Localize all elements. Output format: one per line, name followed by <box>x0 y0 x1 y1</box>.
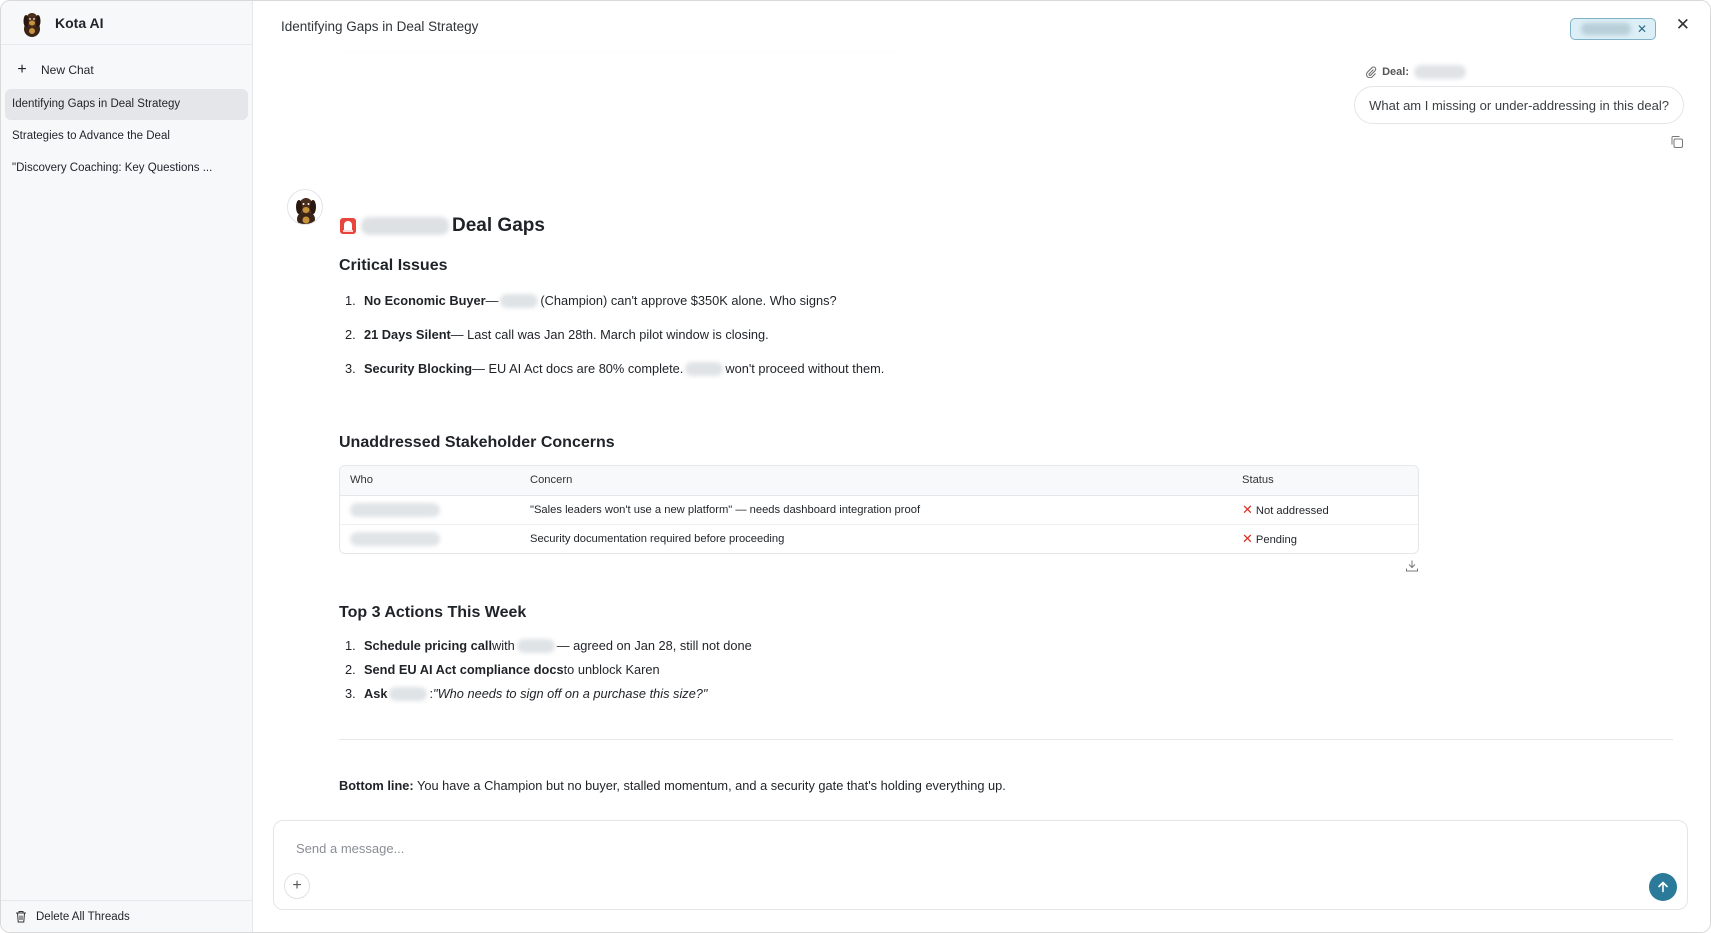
cross-mark-icon: ✕ <box>1242 530 1253 546</box>
list-item: 2. 21 Days Silent — Last call was Jan 28th. March pilot window is closing. <box>345 327 769 342</box>
list-item: 1. No Economic Buyer — (Champion) can't approve $350K alone. Who signs? <box>345 293 837 308</box>
thread-list <box>1 89 252 184</box>
plus-icon: + <box>17 61 27 78</box>
brand <box>1 1 252 45</box>
chat-main <box>253 1 1710 932</box>
redacted-name <box>500 294 538 308</box>
who-cell <box>340 524 520 553</box>
critical-issues-heading: Critical Issues <box>339 257 448 274</box>
delete-all-label: Delete All Threads <box>36 910 130 923</box>
concern-cell: "Sales leaders won't use a new platform" — needs dashboard integration proof <box>520 495 1232 524</box>
table-row <box>340 495 1418 524</box>
divider <box>339 739 1673 740</box>
attach-button[interactable]: + <box>284 873 310 899</box>
deal-label: Deal: <box>1382 66 1409 78</box>
sidebar <box>1 1 253 932</box>
redacted-name <box>350 532 440 546</box>
status-cell: ✕ Pending <box>1242 530 1297 546</box>
download-icon[interactable] <box>1405 559 1419 573</box>
copy-icon[interactable] <box>1670 135 1684 149</box>
assistant-avatar <box>287 189 323 225</box>
redacted-deal-name <box>1414 65 1466 79</box>
deal-filter-chip[interactable] <box>1570 18 1656 40</box>
answer-heading <box>339 215 545 237</box>
conversation <box>253 51 1710 822</box>
brand-name: Kota AI <box>55 14 104 31</box>
message-composer <box>273 820 1688 910</box>
critical-issues-list <box>339 291 1339 378</box>
list-item: 3. Ask : "Who needs to sign off on a purchase this size?" <box>345 686 708 701</box>
column-header: Status <box>1232 466 1418 495</box>
message-input[interactable] <box>296 841 1496 856</box>
thread-item[interactable]: "Discovery Coaching: Key Questions ... <box>12 162 213 174</box>
top-actions-heading: Top 3 Actions This Week <box>339 604 527 621</box>
redacted-deal-name <box>1581 23 1631 35</box>
list-item: 1. Schedule pricing call with — agreed on Jan 28, still not done <box>345 638 752 653</box>
arrow-up-icon <box>1657 881 1669 893</box>
table-header-row <box>340 466 1418 495</box>
heading-text: Deal Gaps <box>452 215 545 236</box>
chat-header <box>253 1 1710 51</box>
close-icon[interactable]: ✕ <box>1675 15 1690 34</box>
send-button[interactable] <box>1649 873 1677 901</box>
stakeholder-concerns-heading: Unaddressed Stakeholder Concerns <box>339 434 615 451</box>
concern-cell: Security documentation required before proceeding <box>530 532 785 545</box>
redacted-name <box>685 362 723 376</box>
table-row <box>340 524 1418 553</box>
redacted-name <box>517 639 555 653</box>
delete-all-threads-button[interactable] <box>1 900 252 932</box>
user-message: What am I missing or under-addressing in this deal? <box>1354 86 1684 124</box>
list-item: 3. Security Blocking — EU AI Act docs are 80% complete. won't proceed without them. <box>345 361 885 376</box>
paperclip-icon <box>1365 66 1377 78</box>
redacted-name <box>350 503 440 517</box>
new-chat-label: New Chat <box>41 63 94 77</box>
cross-mark-icon: ✕ <box>1242 501 1253 517</box>
stakeholder-table <box>339 465 1419 554</box>
chat-title: Identifying Gaps in Deal Strategy <box>281 18 479 34</box>
dog-avatar-icon <box>19 9 45 37</box>
top-actions-list <box>339 636 1339 703</box>
column-header: Concern <box>520 466 1232 495</box>
list-item: 2. Send EU AI Act compliance docs to unblock Karen <box>345 662 660 677</box>
thread-item[interactable]: Identifying Gaps in Deal Strategy <box>5 89 248 120</box>
bottom-line: Bottom line: You have a Champion but no buyer, stalled momentum, and a security gate that's holding everything up. <box>339 778 1006 793</box>
who-cell <box>340 495 520 524</box>
column-header: Who <box>340 466 520 495</box>
status-cell: ✕ Not addressed <box>1232 495 1418 524</box>
new-chat-button[interactable] <box>11 55 242 85</box>
attached-deal <box>1365 65 1466 79</box>
siren-icon <box>339 217 357 235</box>
trash-icon <box>15 910 27 923</box>
redacted-deal-name <box>361 217 449 235</box>
dog-avatar-icon <box>288 190 323 225</box>
remove-chip-icon[interactable]: ✕ <box>1636 22 1647 36</box>
thread-item[interactable]: Strategies to Advance the Deal <box>12 130 170 142</box>
redacted-name <box>389 687 427 701</box>
